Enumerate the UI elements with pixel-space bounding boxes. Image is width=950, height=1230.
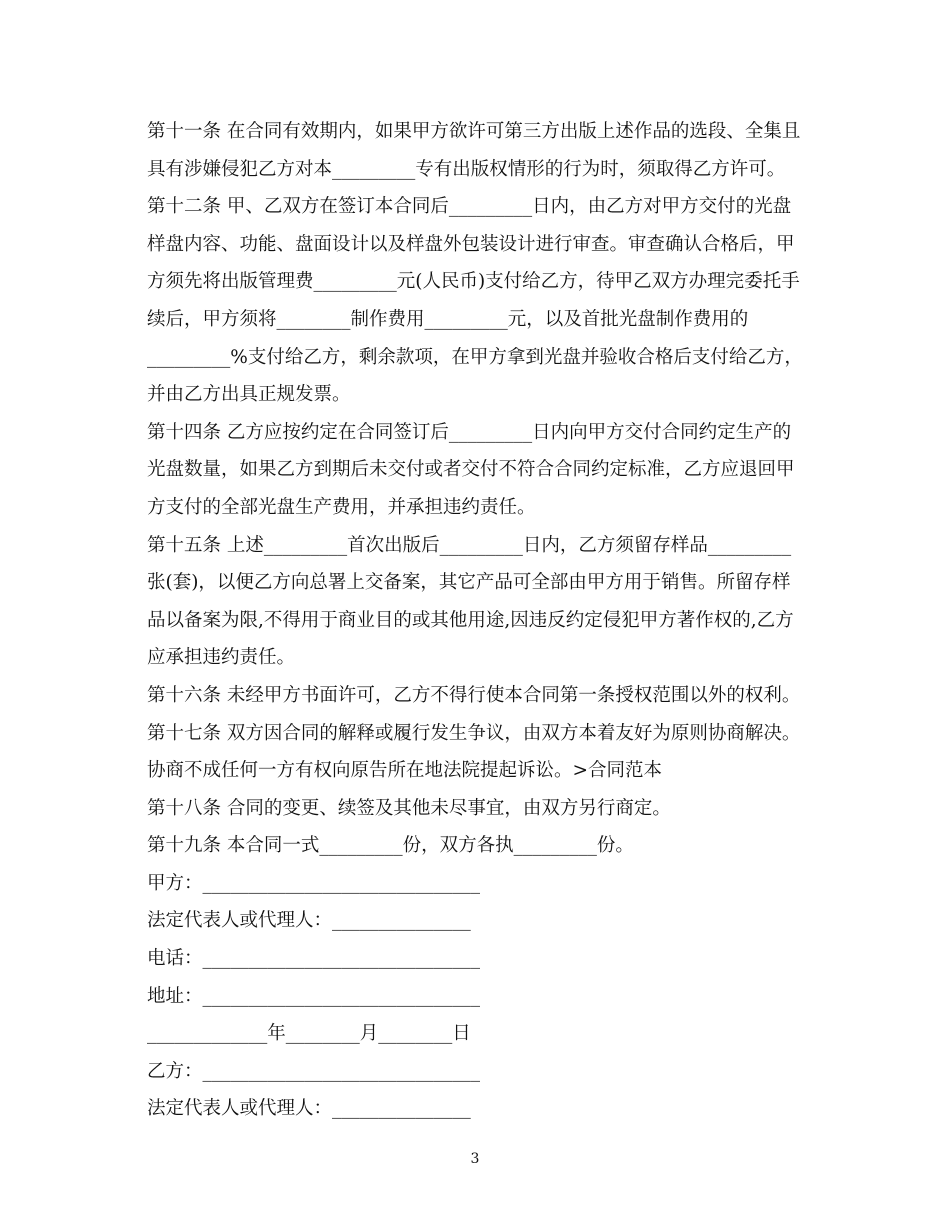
party-a-signature-line: 甲方：______________________________ [147, 872, 481, 894]
party-a-phone-line: 电话：______________________________ [147, 948, 481, 970]
party-a-representative-line: 法定代表人或代理人：_______________ [147, 910, 471, 932]
clause-19-line-1: 第十九条 本合同一式_________份，双方各执_________份。 [147, 835, 634, 857]
clause-12-line-2: 样盘内容、功能、盘面设计以及样盘外包装设计进行审查。审查确认合格后，甲 [147, 233, 795, 255]
clause-18-line-1: 第十八条 合同的变更、续签及其他未尽事宜，由双方另行商定。 [147, 797, 671, 819]
contract-body [147, 113, 812, 1128]
clause-14-line-2: 光盘数量，如果乙方到期后未交付或者交付不符合合同约定标准，乙方应退回甲 [147, 459, 795, 481]
clause-15-line-2: 张(套)，以便乙方向总署上交备案，其它产品可全部由甲方用于销售。所留存样 [147, 572, 791, 594]
clause-17-line-2: 协商不成任何一方有权向原告所在地法院提起诉讼。>合同范本 [147, 760, 663, 782]
clause-15-line-4: 应承担违约责任。 [147, 647, 296, 669]
clause-12-line-1: 第十二条 甲、乙双方在签订本合同后_________日内，由乙方对甲方交付的光盘 [147, 196, 792, 218]
clause-11-line-2: 具有涉嫌侵犯乙方对本_________专有出版权情形的行为时，须取得乙方许可。 [147, 158, 786, 180]
page-number: 3 [470, 1151, 480, 1167]
clause-12-line-5: _________%支付给乙方，剩余款项，在甲方拿到光盘并验收合格后支付给乙方， [147, 346, 803, 368]
clause-17-line-1: 第十七条 双方因合同的解释或履行发生争议，由双方本着友好为原则协商解决。 [147, 722, 801, 744]
party-b-signature-line: 乙方：______________________________ [147, 1060, 481, 1082]
clause-12-line-6: 并由乙方出具正规发票。 [147, 384, 351, 406]
clause-11-line-1: 第十一条 在合同有效期内，如果甲方欲许可第三方出版上述作品的选段、全集且 [147, 121, 801, 142]
clause-14-line-3: 方支付的全部光盘生产费用，并承担违约责任。 [147, 496, 536, 518]
clause-12-line-3: 方须先将出版管理费_________元(人民币)支付给乙方，待甲乙双方办理完委托手 [147, 271, 800, 293]
clause-15-line-3: 品以备案为限,不得用于商业目的或其他用途,因违反约定侵犯甲方著作权的,乙方 [147, 609, 794, 631]
clause-15-line-1: 第十五条 上述_________首次出版后_________日内，乙方须留存样品_________ [147, 534, 792, 556]
clause-14-line-1: 第十四条 乙方应按约定在合同签订后_________日内向甲方交付合同约定生产的 [147, 421, 792, 443]
signing-date-line: _____________年________月________日 [147, 1023, 471, 1045]
clause-16-line-1: 第十六条 未经甲方书面许可，乙方不得行使本合同第一条授权范围以外的权利。 [147, 684, 801, 706]
clause-12-line-4: 续后，甲方须将________制作费用_________元，以及首批光盘制作费用的 [147, 308, 749, 330]
party-b-representative-line: 法定代表人或代理人：_______________ [147, 1098, 471, 1120]
party-a-address-line: 地址：______________________________ [147, 985, 481, 1007]
